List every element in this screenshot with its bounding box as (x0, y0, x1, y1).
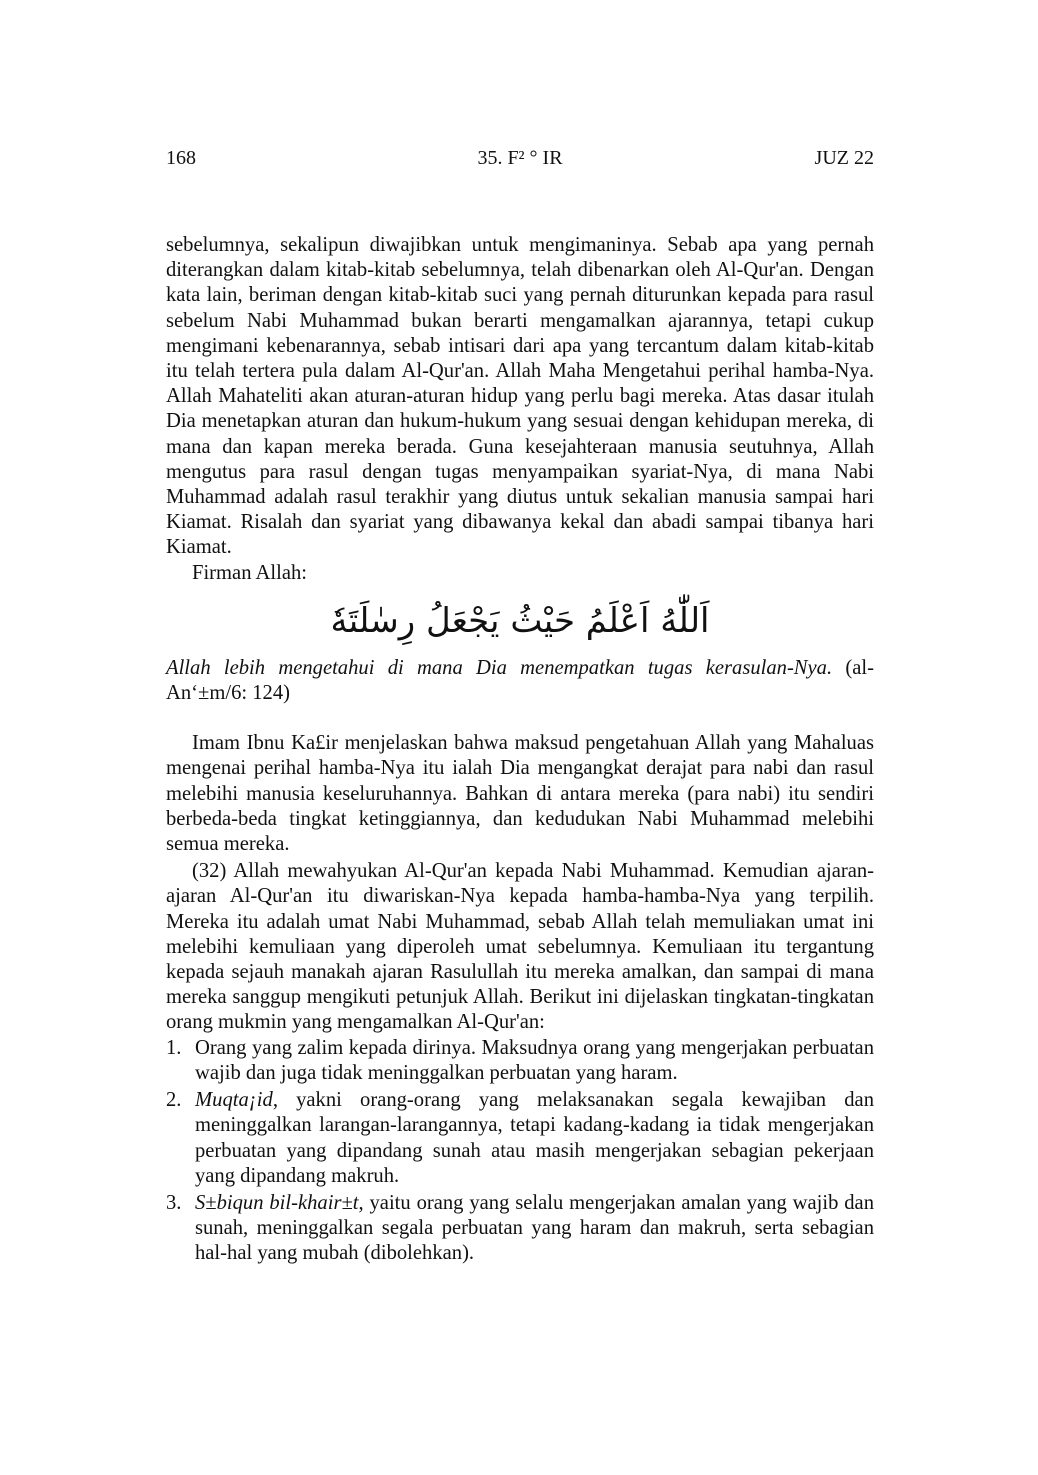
page-number: 168 (166, 147, 196, 169)
list-number: 2. (166, 1089, 182, 1112)
list-text: , yakni orang-orang yang melaksanakan segala kewajiban dan meninggalkan larangan-larangannya, tetapi kadang-kadang ia tidak mengerjakan perbuatan yang dipandang sunah atau masih mengerjakan sebagian pekerjaan yang dipandang makruh. (195, 1089, 874, 1187)
list-term: S±biqun bil-khair±t (195, 1191, 359, 1214)
translation-text: Allah lebih mengetahui di mana Dia menempatkan tugas kerasulan-Nya. (166, 656, 833, 679)
firman-label: Firman Allah: (192, 561, 307, 584)
paragraph-gap (166, 706, 874, 731)
arabic-verse: اَللّٰهُ اَعْلَمُ حَيْثُ يَجْعَلُ رِسٰلَتَهٗ (330, 600, 710, 641)
paragraph-1: sebelumnya, sekalipun diwajibkan untuk mengimaninya. Sebab apa yang pernah diterangkan dalam kitab-kitab sebelumnya, telah dibenarkan oleh Al-Qur'an. Dengan kata lain, beriman dengan kitab-kitab suci yang pernah diturunkan kepada para rasul sebelum Nabi Muhammad bukan berarti mengamalkan ajarannya, tetapi cukup mengimani kebenarannya, sebab intisari dari apa yang tercantum dalam kitab-kitab itu telah tertera pula dalam Al-Qur'an. Allah Maha Mengetahui perihal hamba-Nya. Allah Mahateliti akan aturan-aturan hidup yang perlu bagi mereka. Atas dasar itulah Dia menetapkan aturan dan hukum-hukum yang sesuai dengan kehidupan mereka, di mana dan kapan mereka berada. Guna kesejahteraan manusia seutuhnya, Allah mengutus para rasul dengan tugas menyampaikan syariat-Nya, di mana Nabi Muhammad adalah rasul terakhir yang diutus untuk sekalian manusia sampai hari Kiamat. Risalah dan syariat yang dibawanya kekal dan abadi sampai tibanya hari Kiamat. (166, 234, 874, 559)
list-item (166, 1088, 874, 1189)
paragraph-2: Imam Ibnu Ka£ir menjelaskan bahwa maksud pengetahuan Allah yang Mahaluas mengenai perihal hamba-Nya itu ialah Dia mengangkat derajat para nabi dan rasul melebihi manusia keseluruhannya. Bahkan di antara mereka (para nabi) itu sendiri berbeda-beda tingkat ketinggiannya, dan kedudukan Nabi Muhammad melebihi semua mereka. (166, 732, 874, 856)
surah-title: 35. F² ° IR (477, 147, 563, 169)
list-text: Orang yang zalim kepada dirinya. Maksudnya orang yang mengerjakan perbuatan wajib dan juga tidak meninggalkan perbuatan yang haram. (195, 1036, 874, 1084)
page-header (166, 143, 874, 173)
list-text: , yaitu orang yang selalu mengerjakan amalan yang wajib dan sunah, meninggalkan segala perbuatan yang haram dan makruh, serta sebagian hal-hal yang mubah (dibolehkan). (195, 1191, 874, 1265)
page-body (166, 233, 874, 1267)
list-number: 3. (166, 1191, 182, 1214)
verse-reference: (al-An‘±m/6: 124) (166, 656, 874, 705)
list-item (166, 1036, 874, 1086)
list-item (166, 1191, 874, 1267)
verse-translation (166, 656, 874, 706)
list-term: Muqta¡id (195, 1089, 273, 1112)
list-number: 1. (166, 1036, 182, 1059)
juz-label: JUZ 22 (814, 147, 874, 169)
paragraph-3: (32) Allah mewahyukan Al-Qur'an kepada Nabi Muhammad. Kemudian ajaran-ajaran Al-Qur'an itu diwariskan-Nya kepada hamba-hamba-Nya yang terpilih. Mereka itu adalah umat Nabi Muhammad, sebab Allah telah memuliakan umat ini melebihi kemuliaan yang diperoleh umat sebelumnya. Kemuliaan itu tergantung kepada sejauh manakah ajaran Rasulullah itu mereka amalkan, dan sampai di mana mereka sanggup mengikuti petunjuk Allah. Berikut ini dijelaskan tingkatan-tingkatan orang mukmin yang mengamalkan Al-Qur'an: (166, 860, 874, 1034)
mukmin-levels-list (166, 1036, 874, 1267)
